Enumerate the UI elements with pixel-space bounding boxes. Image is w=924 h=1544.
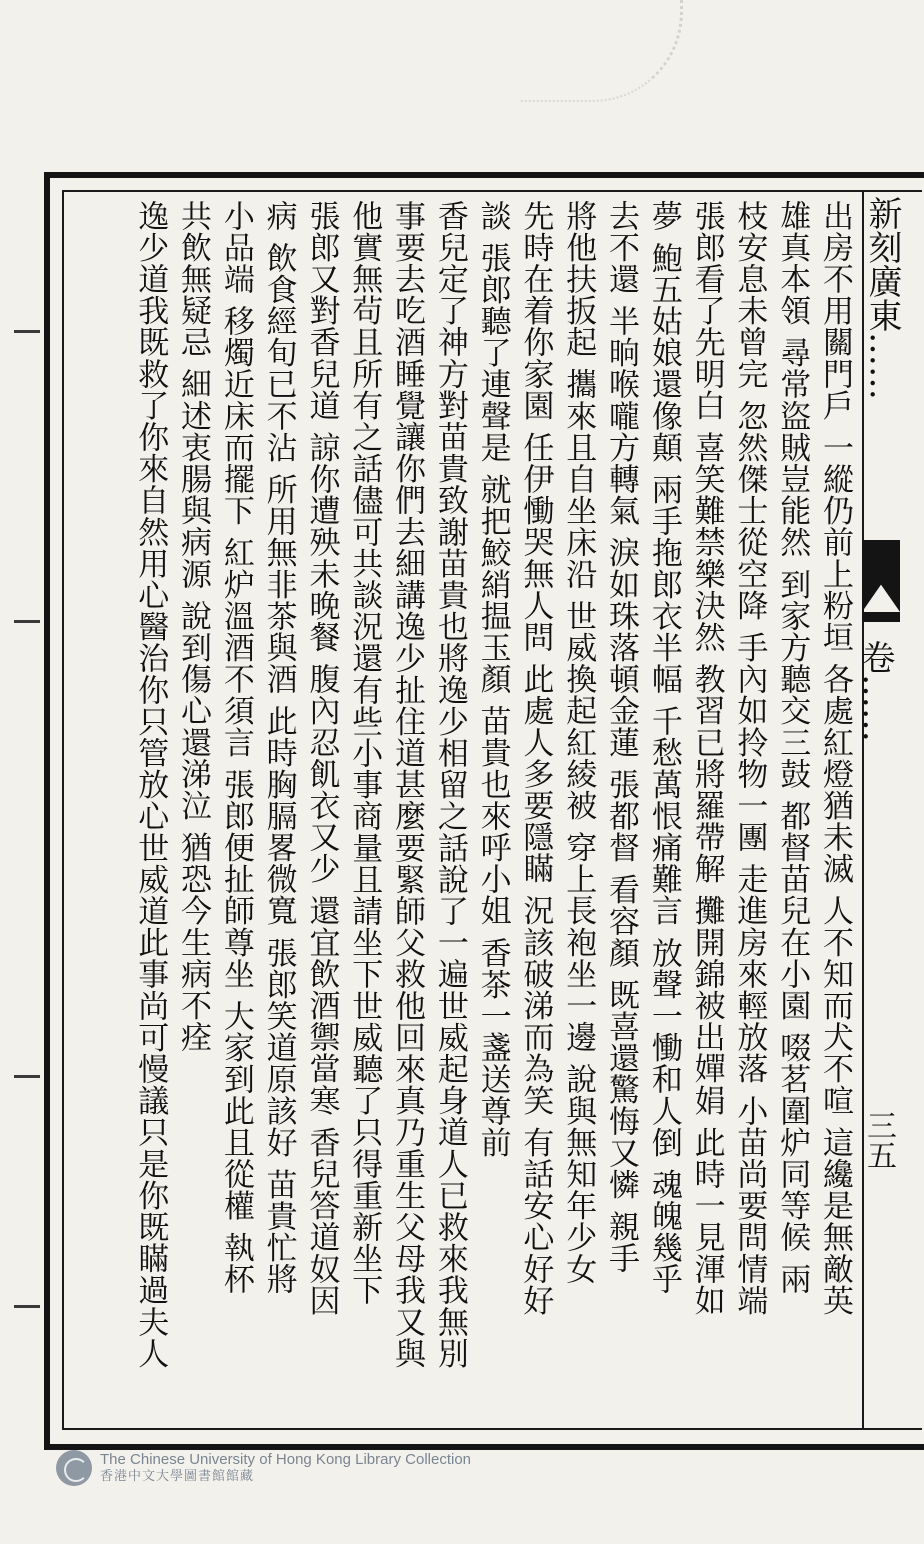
text-column-7: 將他扶扳起 攜來且自坐床沿 世威換起紅綾被 穿上長袍坐一邊 說與無知年少女 <box>560 200 597 1285</box>
text-column-9: 談 張郎聽了連聲是 就把鮫綃揾玉顏 苗貴也來呼小姐 香茶一盞送尊前 <box>474 200 511 1159</box>
watermark-chinese: 香港中文大學圖書館館藏 <box>100 1469 255 1484</box>
text-column-14: 病 飲食經旬已不沾 所用無非茶與酒 此時胸膈畧微寬 張郎笑道原該好 苗貴忙將 <box>260 200 297 1296</box>
text-column-3: 枝安息未曾完 忽然傑士從空降 手內如拎物一團 走進房來輕放落 小苗尚要問情端 <box>731 200 768 1317</box>
binding-stitch <box>14 620 40 623</box>
running-head-volume: 卷…… <box>855 640 895 742</box>
text-column-16: 共飲無疑忌 細述衷腸與病源 說到傷心還涕泣 猶恐今生病不痊 <box>175 200 212 1053</box>
binding-stitch <box>14 1305 40 1308</box>
text-column-8: 先時在着你家園 任伊慟哭無人問 此處人多要隱瞞 況該破涕而為笑 有話安心好好 <box>517 200 554 1317</box>
text-column-4: 張郎看了先明白 喜笑難禁樂決然 教習已將羅帶解 攤開錦被出嬋娟 此時一見渾如 <box>688 200 725 1317</box>
text-column-2: 雄真本領 尋常盜賊豈能然 到家方聽交三鼓 都督苗兒在小園 啜茗圍炉同等候 兩 <box>774 200 811 1296</box>
text-column-10: 香兒定了神方對苗貴致謝苗貴也將逸少相留之話說了一遍世威起身道人已救來我無別 <box>431 200 468 1370</box>
ink-bleed <box>520 0 683 102</box>
text-column-15: 小品端 移燭近床而擺下 紅炉溫酒不須言 張郎便扯師尊坐 大家到此且從權 執杯 <box>217 200 254 1296</box>
binding-stitch <box>14 1075 40 1078</box>
leaf-number: 三五 <box>861 1110 896 1170</box>
text-column-12: 他實無茍且所有之話儘可共談況還有些小事商量且請坐下世威聽了只得重新坐下 <box>346 200 383 1306</box>
text-column-1: 出房不用關門戶 一縱仍前上粉垣 各處紅燈猶未滅 人不知而犬不喧 這纔是無敵英 <box>817 200 853 1317</box>
cuhk-library-logo-icon <box>56 1450 92 1486</box>
text-column-13: 張郎又對香兒道 諒你遭殃未晚餐 腹內忍飢衣又少 還宜飲酒禦當寒 香兒答道奴因 <box>303 200 340 1317</box>
text-column-11: 事要去吃酒睡覺讓你們去細講逸少扯住道甚麼要緊師父救他回來真乃重生父母我又與 <box>389 200 426 1370</box>
running-head-title: 新刻廣東…… <box>862 196 902 400</box>
library-watermark <box>56 1448 471 1488</box>
vertical-text-block <box>66 200 856 1420</box>
binding-stitch <box>14 330 40 333</box>
text-column-17: 逸少道我既救了你來自然用心醫治你只管放心世威道此事尚可慢議只是你既瞞過夫人 <box>132 200 169 1370</box>
fish-tail-bar <box>862 612 900 622</box>
text-column-5: 夢 鮑五姑娘還像顛 兩手拖郎衣半幅 千愁萬恨痛難言 放聲一慟和人倒 魂魄幾乎 <box>645 200 682 1296</box>
watermark-english: The Chinese University of Hong Kong Library Collection <box>100 1451 472 1468</box>
text-column-6: 去不還 半晌喉嚨方轉氣 淚如珠落頓金蓮 張都督 看容顏 既喜還驚悔又憐 親手 <box>603 200 640 1274</box>
